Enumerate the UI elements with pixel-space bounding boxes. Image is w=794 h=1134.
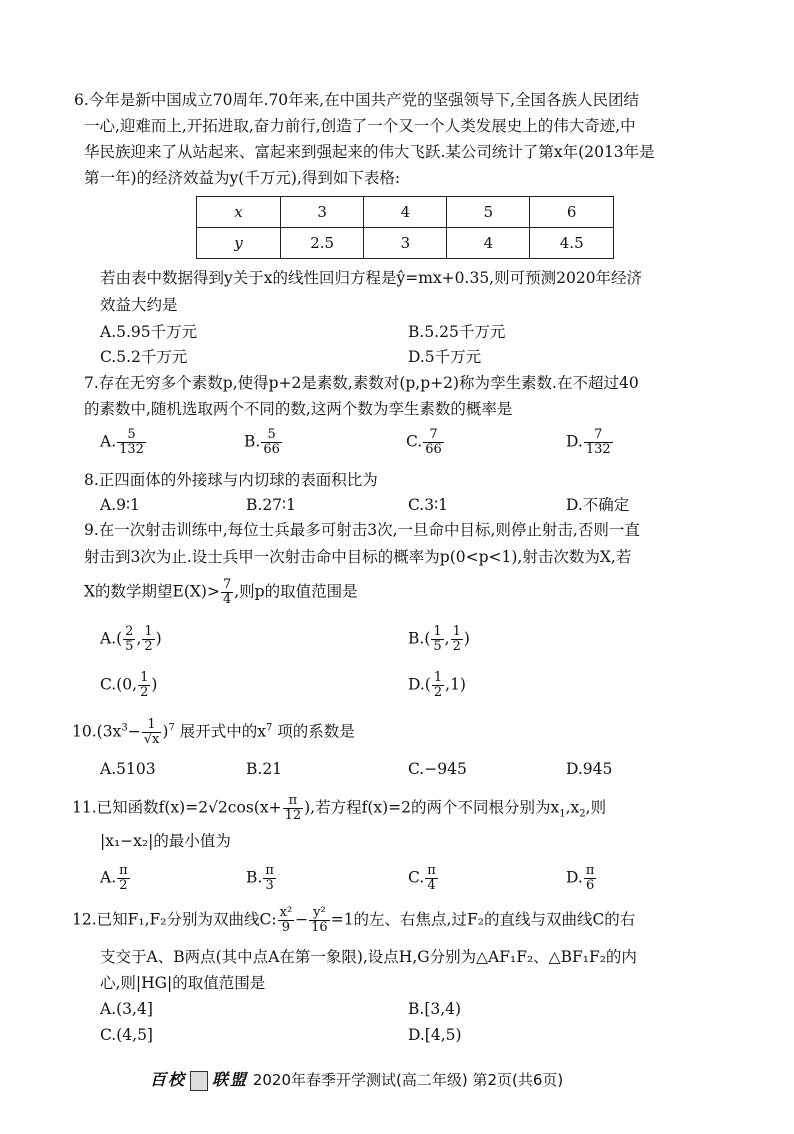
option-end: ,1) — [445, 675, 466, 694]
q9-option-d — [408, 671, 466, 700]
q12-line-3: 心,则|HG|的取值范围是 — [100, 974, 266, 992]
fraction — [425, 864, 438, 893]
q7-option-a — [100, 428, 147, 457]
q12-line-2: 支交于A、B两点(其中点A在第一象限),设点H,G分别为△AF₁F₂、△BF₁F₂的内 — [100, 948, 637, 966]
q6-line-1: 6.今年是新中国成立70周年.70年来,在中国共产党的坚强领导下,全国各族人民团结 — [74, 91, 640, 109]
q9-line-3-post: ,则p的取值范围是 — [234, 582, 358, 601]
q6-data-table — [196, 196, 614, 259]
q10-tail-2: 项的系数是 — [277, 722, 355, 741]
q10-option-d: D.945 — [566, 760, 613, 778]
q9-line-3 — [84, 578, 358, 607]
q8-option-a: A.9∶1 — [100, 496, 140, 514]
denominator: 2 — [452, 639, 461, 654]
option-label: D. — [566, 868, 583, 887]
fraction — [423, 428, 444, 457]
exponent: 7 — [168, 722, 175, 734]
q11-pre: 11.已知函数f(x)=2√2cos(x+ — [72, 798, 282, 817]
option-label: C. — [408, 868, 425, 887]
footer-text: 2020年春季开学测试(高二年级) 第2页(共6页) — [252, 1071, 564, 1089]
q8-option-d: D.不确定 — [566, 496, 630, 514]
numerator: π — [265, 863, 274, 878]
q6-line-4: 第一年)的经济效益为y(千万元),得到如下表格: — [84, 169, 401, 187]
q8-option-c: C.3∶1 — [408, 496, 448, 514]
fraction — [221, 578, 233, 607]
q12-post: =1的左、右焦点,过F₂的直线与双曲线C的右 — [330, 910, 636, 929]
denominator: 2 — [119, 878, 128, 893]
numerator: 1 — [142, 718, 162, 733]
table-cell: x — [197, 197, 281, 228]
q7-option-b — [244, 428, 283, 457]
table-cell: 3 — [364, 228, 447, 259]
q9-option-a: A.( $\frac{2}{5}$ , $\frac{1}{2}$ ) — [100, 624, 162, 654]
table-cell: 6 — [530, 197, 614, 228]
q11-option-b — [246, 864, 277, 893]
denominator: 4 — [427, 878, 436, 893]
option-label: D. — [566, 432, 583, 451]
page-footer — [150, 1067, 563, 1091]
numerator: x² — [279, 905, 293, 920]
denominator: 5 — [125, 639, 134, 654]
denominator: 12 — [284, 808, 302, 823]
subscript: 1 — [559, 808, 566, 820]
denominator: 4 — [222, 592, 232, 607]
denominator: 2 — [144, 639, 153, 654]
q6-line-5: 若由表中数据得到y关于x的线性回归方程是ŷ=mx+0.35,则可预测2020年经济 — [100, 269, 643, 287]
q11-option-c — [408, 864, 439, 893]
option-end: ) — [151, 675, 158, 694]
table-cell: 4.5 — [530, 228, 614, 259]
q11-line-2: |x₁−x₂|的最小值为 — [100, 832, 231, 850]
q7-line-2: 的素数中,随机选取两个不同的数,这两个数为孪生素数的概率是 — [84, 400, 513, 418]
q10-post: ) — [162, 722, 169, 741]
exponent: 7 — [265, 722, 273, 734]
numerator: 7 — [584, 428, 613, 443]
option-label: C.(0, — [100, 675, 138, 694]
option-label: B. — [246, 868, 263, 887]
denominator: √x — [143, 732, 160, 747]
q9-line-2: 射击到3次为止.设士兵甲一次射击命中目标的概率为p(0<p<1),射击次数为X,若 — [84, 548, 632, 566]
fraction — [432, 671, 444, 700]
denominator: 132 — [119, 442, 144, 457]
denominator: 16 — [311, 920, 328, 935]
q6-line-6: 效益大约是 — [100, 296, 178, 314]
option-label: A.( — [100, 629, 123, 648]
q12-pre: 12.已知F₁,F₂分别为双曲线C: — [72, 910, 277, 929]
q10-tail: 展开式中的x — [179, 722, 266, 741]
fraction — [309, 906, 330, 935]
fraction — [138, 671, 150, 700]
q7-option-c — [406, 428, 445, 457]
q9-line-3-pre: X的数学期望E(X)> — [84, 582, 220, 601]
q7-line-1: 7.存在无穷多个素数p,使得p+2是素数,素数对(p,p+2)称为孪生素数.在不超过40 — [84, 374, 639, 392]
option-label: C. — [406, 432, 423, 451]
table-row-y — [197, 228, 614, 259]
denominator: 2 — [140, 685, 149, 700]
q11-option-a — [100, 864, 131, 893]
numerator: π — [119, 863, 128, 878]
q11-end: ,则 — [585, 798, 607, 817]
q9-option-b: B.( $\frac{1}{5}$ , $\frac{1}{2}$ ) — [408, 624, 470, 654]
denominator: 9 — [281, 920, 291, 935]
fraction — [261, 428, 282, 457]
q9-option-c — [100, 671, 157, 700]
exponent: 3 — [121, 722, 128, 734]
option-label: B. — [244, 432, 261, 451]
q9-line-1: 9.在一次射击训练中,每位士兵最多可射击3次,一旦命中目标,则停止射击,否则一直 — [84, 521, 640, 539]
fraction — [584, 428, 613, 457]
numerator: 2 — [125, 624, 134, 639]
denominator: 66 — [425, 442, 442, 457]
q7-option-d — [566, 428, 614, 457]
fraction — [431, 625, 443, 654]
q10-option-c: C.−945 — [408, 760, 467, 778]
q8-line-1: 8.正四面体的外接球与内切球的表面积比为 — [84, 471, 378, 489]
q11-stem — [72, 794, 606, 825]
table-cell: 4 — [447, 228, 530, 259]
numerator: π — [427, 863, 436, 878]
q10-option-b: B.21 — [246, 760, 283, 778]
q10-pre: 10.(3x — [72, 722, 122, 741]
fraction — [451, 625, 463, 654]
q12-option-b: B.[3,4) — [408, 1000, 462, 1018]
q10-stem — [72, 718, 355, 747]
fraction — [263, 864, 276, 893]
table-cell: y — [197, 228, 281, 259]
numerator: 5 — [261, 428, 282, 443]
numerator: π — [585, 863, 595, 878]
fraction — [142, 625, 154, 654]
numerator: 1 — [140, 670, 149, 685]
option-label: A. — [100, 868, 117, 887]
denominator: 66 — [263, 442, 280, 457]
q6-line-3: 华民族迎来了从站起来、富起来到强起来的伟大飞跃.某公司统计了第x年(2013年是 — [84, 143, 655, 161]
q6-option-b: B.5.25千万元 — [408, 323, 506, 341]
q6-option-d: D.5千万元 — [408, 348, 482, 366]
numerator: 1 — [144, 624, 153, 639]
table-cell: 4 — [364, 197, 447, 228]
option-label: A. — [100, 432, 117, 451]
table-row-x — [197, 197, 614, 228]
q11-option-d — [566, 864, 597, 893]
q8-option-b: B.27∶1 — [246, 496, 296, 514]
q6-option-c: C.5.2千万元 — [100, 348, 188, 366]
q12-stem — [72, 906, 635, 935]
denominator: 5 — [433, 639, 442, 654]
subscript: 2 — [579, 808, 586, 820]
numerator: 1 — [433, 624, 442, 639]
logo-text: 百校 — [150, 1070, 187, 1089]
q11-post: ),若方程f(x)=2的两个不同根分别为x — [304, 798, 560, 817]
q6-line-2: 一心,迎难而上,开拓进取,奋力前行,创造了一个又一个人类发展史上的伟大奇迹,中 — [84, 117, 636, 135]
denominator: 2 — [433, 685, 443, 700]
q12-option-a: A.(3,4] — [100, 1000, 153, 1018]
fraction — [283, 794, 304, 823]
table-cell: 3 — [280, 197, 364, 228]
table-cell: 5 — [447, 197, 530, 228]
seal-icon — [190, 1071, 208, 1091]
option-label: B.( — [408, 629, 431, 648]
fraction — [278, 906, 295, 935]
denominator: 6 — [585, 878, 595, 893]
minus-sign: − — [295, 910, 309, 929]
table-cell: 2.5 — [280, 228, 364, 259]
option-end: ) — [155, 629, 162, 648]
denominator: 132 — [585, 442, 611, 457]
fraction — [117, 428, 146, 457]
fraction — [584, 864, 597, 893]
numerator: 1 — [433, 670, 443, 685]
q11-mid: ,x — [565, 798, 580, 817]
minus-sign: − — [127, 722, 141, 741]
numerator: π — [283, 794, 304, 809]
logo-text: 联盟 — [212, 1070, 249, 1089]
numerator: y² — [309, 906, 330, 921]
fraction — [142, 718, 162, 747]
fraction — [123, 625, 135, 654]
numerator: 7 — [423, 428, 444, 443]
q12-option-c: C.(4,5] — [100, 1026, 153, 1044]
q12-option-d: D.[4,5) — [408, 1026, 462, 1044]
numerator: 7 — [222, 577, 232, 592]
option-label: D.( — [408, 675, 431, 694]
denominator: 3 — [265, 878, 274, 893]
q10-option-a: A.5103 — [100, 760, 156, 778]
numerator: 5 — [117, 428, 146, 443]
fraction — [117, 864, 130, 893]
numerator: 1 — [452, 624, 461, 639]
q6-option-a: A.5.95千万元 — [100, 323, 198, 341]
option-end: ) — [463, 629, 470, 648]
